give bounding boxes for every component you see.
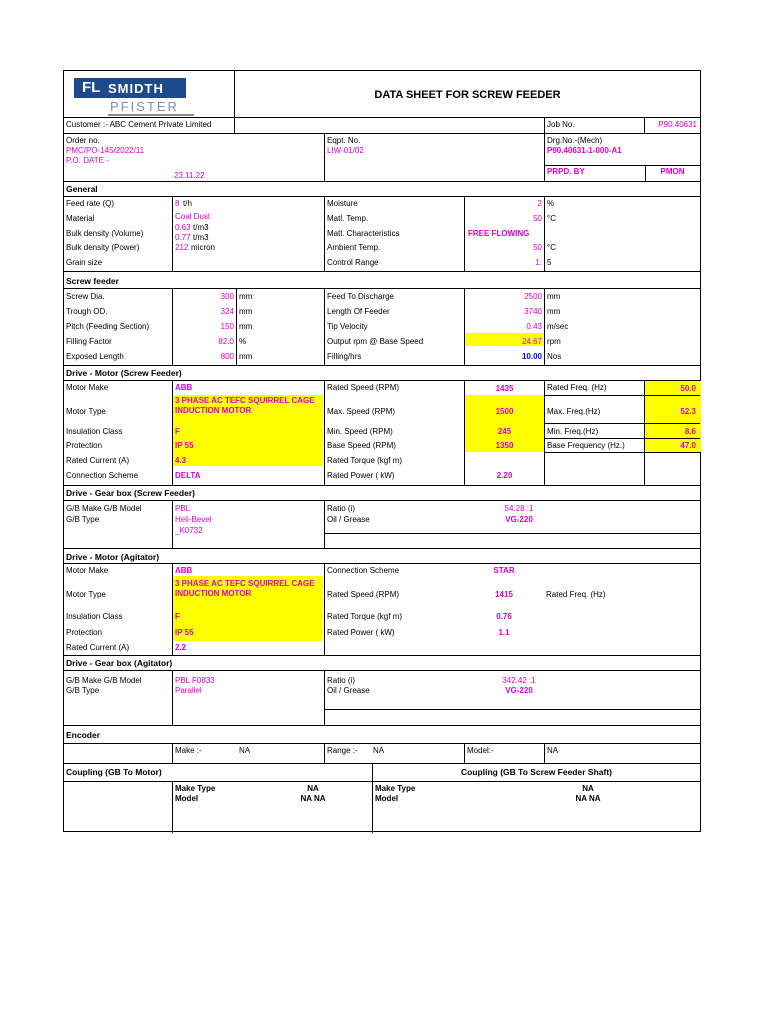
- agit-make-label: Motor Make: [66, 566, 109, 575]
- logo-bottom: PFISTER: [110, 99, 179, 114]
- agit-gb-ratio: 342.42 :1: [502, 676, 536, 685]
- trough-label: Trough OD.: [66, 307, 108, 316]
- material: Coal Dust: [175, 212, 211, 221]
- conn: DELTA: [175, 471, 201, 480]
- encoder-title: Encoder: [66, 730, 101, 740]
- discharge: 2500: [524, 292, 542, 301]
- gb-type-line2: _K0732: [175, 526, 203, 535]
- dia-unit: mm: [239, 292, 253, 301]
- encoder-make-label: Make :-: [175, 746, 202, 755]
- current-label: Rated Current (A): [66, 456, 130, 465]
- motor-agit-block: [64, 564, 700, 656]
- grain: 212: [175, 243, 189, 252]
- min-freq-label: Min. Freq.(Hz): [547, 427, 599, 436]
- matl-temp-label: Matl. Temp.: [327, 214, 369, 223]
- header-row: [64, 71, 700, 118]
- min-speed-label: Min. Speed (RPM): [327, 427, 393, 436]
- control-unit: 5: [547, 258, 552, 267]
- coupling-left-title: Coupling (GB To Motor): [66, 767, 162, 777]
- pitch-unit: mm: [239, 322, 253, 331]
- rated-freq-label: Rated Freq. (Hz): [547, 383, 607, 392]
- logo-prefix: FL: [82, 79, 101, 96]
- order-row: [64, 134, 700, 182]
- max-speed-label: Max. Speed (RPM): [327, 407, 396, 416]
- encoder-range: NA: [373, 746, 385, 755]
- coupling-right-model: NA NA: [575, 794, 601, 803]
- prot-label: Protection: [66, 441, 103, 450]
- encoder-block: [64, 744, 700, 764]
- exposed: 800: [220, 352, 234, 361]
- torque-label: Rated Torque (kgf m): [327, 456, 402, 465]
- motor-type-line2: INDUCTION MOTOR: [175, 406, 252, 415]
- general-header: [64, 182, 700, 197]
- drg-no: P90.40631-1-000-A1: [547, 146, 622, 155]
- encoder-model: NA: [547, 746, 559, 755]
- rpm: 24.67: [521, 337, 542, 346]
- agit-rated-freq-label: Rated Freq. (Hz): [546, 590, 606, 599]
- logo-underline: [108, 114, 194, 116]
- data-sheet: [63, 70, 701, 832]
- matl-char-label: Matl. Characteristics: [327, 229, 400, 238]
- encoder-model-label: Model:-: [467, 746, 494, 755]
- gb-agit-header: [64, 656, 700, 671]
- title-cell: [234, 71, 700, 117]
- moisture: 2: [537, 199, 542, 208]
- matl-temp: 50: [533, 214, 542, 223]
- po-date-label: P.O. DATE -: [66, 156, 109, 165]
- agit-torque-label: Rated Torque (kgf m): [327, 612, 402, 621]
- base-freq-label: Base Frequency (Hz.): [547, 441, 625, 450]
- customer-name: Customer :- ABC Cement Private Limited: [66, 120, 212, 129]
- min-speed: 245: [497, 427, 512, 436]
- encoder-make: NA: [239, 746, 251, 755]
- coupling-left-model: NA NA: [300, 794, 326, 803]
- gb-oil-label: Oil / Grease: [327, 515, 370, 524]
- gb-agit-block: [64, 671, 700, 726]
- eqpt-label: Eqpt. No.: [327, 136, 361, 145]
- agit-type-line1: 3 PHASE AC TEFC SQUIRREL CAGE: [175, 579, 315, 588]
- coupling-right-title: Coupling (GB To Screw Feeder Shaft): [461, 767, 612, 777]
- power-label: Rated Power ( kW): [327, 471, 395, 480]
- motor-screw-title: Drive - Motor (Screw Feeder): [66, 368, 182, 378]
- motor-make: ABB: [175, 383, 193, 392]
- gb-screw-header: [64, 486, 700, 501]
- agit-current: 2.2: [175, 643, 187, 652]
- grain-label: Grain size: [66, 258, 103, 267]
- current: 4.3: [175, 456, 187, 465]
- power: 2.20: [496, 471, 513, 480]
- feeder-len-label: Length Of Feeder: [327, 307, 390, 316]
- motor-type-line1: 3 PHASE AC TEFC SQUIRREL CAGE: [175, 396, 315, 405]
- ins-label: Insulation Class: [66, 427, 123, 436]
- gb-make: PBL: [175, 504, 191, 513]
- feeder-len-unit: mm: [547, 307, 561, 316]
- control: 1:: [535, 258, 542, 267]
- prot: IP 55: [175, 441, 194, 450]
- motor-type-label: Motor Type: [66, 407, 106, 416]
- feeder-len: 3740: [524, 307, 542, 316]
- coupling-left-model-label: Model: [175, 794, 199, 803]
- bulk-vol-label: Bulk density (Volume): [66, 229, 144, 238]
- screw-header: [64, 272, 700, 289]
- prpd-label: PRPD. BY: [547, 167, 585, 176]
- agit-gb-oil-label: Oil / Grease: [327, 686, 370, 695]
- job-no-label: Job No.: [547, 120, 575, 129]
- eqpt-no: LIW-01/02: [327, 146, 364, 155]
- coupling-left-make-label: Make Type: [175, 784, 216, 793]
- fill-hrs-label: Filling/hrs: [327, 352, 362, 361]
- trough: 324: [220, 307, 234, 316]
- tip: 0.43: [526, 322, 542, 331]
- agit-gb-make-label: G/B Make G/B Model: [66, 676, 142, 685]
- filling: 82.0: [218, 337, 234, 346]
- job-no: P90.40631: [658, 120, 697, 129]
- gb-oil: VG-220: [505, 515, 533, 524]
- discharge-unit: mm: [547, 292, 561, 301]
- motor-agit-title: Drive - Motor (Agitator): [66, 552, 160, 562]
- dia-label: Screw Dia.: [66, 292, 105, 301]
- coupling-right-make: NA: [582, 784, 594, 793]
- moisture-unit: %: [547, 199, 555, 208]
- po-date: 23.11.22: [174, 171, 205, 180]
- agit-gb-type: Parallel: [175, 686, 202, 695]
- agit-ins: F: [175, 612, 180, 621]
- bulk-vol-unit: t/m3: [193, 223, 209, 232]
- gb-screw-title: Drive - Gear box (Screw Feeder): [66, 488, 195, 498]
- agit-power: 1.1: [498, 628, 510, 637]
- agit-conn-label: Connection Scheme: [327, 566, 400, 575]
- encoder-range-label: Range :-: [327, 746, 358, 755]
- gb-make-label: G/B Make G/B Model: [66, 504, 142, 513]
- drg-label: Drg.No.-(Mech): [547, 136, 603, 145]
- order-no-label: Order no.: [66, 136, 100, 145]
- agit-conn: STAR: [493, 566, 515, 575]
- exposed-label: Exposed Length: [66, 352, 124, 361]
- agit-gb-ratio-label: Ratio (i): [327, 676, 356, 685]
- coupling-right-make-label: Make Type: [375, 784, 416, 793]
- agit-torque: 0.76: [496, 612, 512, 621]
- moisture-label: Moisture: [327, 199, 358, 208]
- max-freq-label: Max. Freq.(Hz): [547, 407, 601, 416]
- min-freq: 8.6: [684, 427, 696, 436]
- encoder-header: [64, 726, 700, 744]
- feed-rate-label: Feed rate (Q): [66, 199, 115, 208]
- agit-power-label: Rated Power ( kW): [327, 628, 395, 637]
- grain-unit: micron: [191, 243, 216, 252]
- agit-type-line2: INDUCTION MOTOR: [175, 589, 252, 598]
- agit-prot: IP 55: [175, 628, 194, 637]
- screw-title: Screw feeder: [66, 276, 119, 286]
- coupling-left-make: NA: [307, 784, 319, 793]
- general-block: [64, 197, 700, 272]
- motor-agit-header: [64, 549, 700, 564]
- coupling-block: [64, 782, 700, 833]
- coupling-header: [64, 764, 700, 782]
- pitch-label: Pitch (Feeding Section): [66, 322, 150, 331]
- logo-suffix: SMIDTH: [108, 81, 164, 96]
- agit-gb-type-label: G/B Type: [66, 686, 100, 695]
- trough-unit: mm: [239, 307, 253, 316]
- bulk-pow-unit: t/m3: [193, 233, 209, 242]
- discharge-label: Feed To Discharge: [327, 292, 394, 301]
- rated-speed-label: Rated Speed (RPM): [327, 383, 400, 392]
- gb-screw-block: [64, 501, 700, 549]
- agit-current-label: Rated Current (A): [66, 643, 130, 652]
- customer-row: [64, 118, 700, 134]
- screw-block: [64, 289, 700, 366]
- gb-type-label: G/B Type: [66, 515, 100, 524]
- agit-rated-speed: 1415: [495, 590, 513, 599]
- agit-gb-make: PBL F0833: [175, 676, 215, 685]
- gb-ratio: 54.28 :1: [504, 504, 534, 513]
- bulk-vol: 0.63: [175, 223, 191, 232]
- conn-label: Connection Scheme: [66, 471, 139, 480]
- agit-gb-oil: VG-220: [505, 686, 533, 695]
- ambient-label: Ambient Temp.: [327, 243, 381, 252]
- agit-rated-speed-label: Rated Speed (RPM): [327, 590, 400, 599]
- matl-temp-unit: °C: [547, 214, 556, 223]
- prpd-value: PMON: [660, 167, 685, 176]
- max-freq: 52.3: [680, 407, 696, 416]
- gb-ratio-label: Ratio (i): [327, 504, 356, 513]
- coupling-right-model-label: Model: [375, 794, 399, 803]
- agit-prot-label: Protection: [66, 628, 103, 637]
- page-title: DATA SHEET FOR SCREW FEEDER: [374, 89, 561, 101]
- fill-hrs: 10.00: [521, 352, 542, 361]
- rated-freq: 50.0: [680, 384, 696, 393]
- general-title: General: [66, 184, 98, 194]
- pitch: 150: [220, 322, 234, 331]
- motor-make-label: Motor Make: [66, 383, 109, 392]
- exposed-unit: mm: [239, 352, 253, 361]
- feed-rate: 8: [175, 199, 180, 208]
- motor-screw-header: [64, 366, 700, 381]
- base-speed: 1350: [495, 441, 514, 450]
- base-speed-label: Base Speed (RPM): [327, 441, 396, 450]
- tip-unit: m/sec: [547, 322, 569, 331]
- control-label: Control Range: [327, 258, 379, 267]
- agit-type-label: Motor Type: [66, 590, 106, 599]
- ambient: 50: [533, 243, 542, 252]
- ambient-unit: °C: [547, 243, 556, 252]
- rated-speed: 1435: [495, 384, 514, 393]
- filling-unit: %: [239, 337, 247, 346]
- gb-agit-title: Drive - Gear box (Agitator): [66, 658, 173, 668]
- material-label: Material: [66, 214, 95, 223]
- base-freq: 47.0: [680, 441, 696, 450]
- order-no: PMC/PO-145/2022/11: [66, 146, 145, 155]
- agit-make: ABB: [175, 566, 193, 575]
- company-logo: [64, 71, 234, 117]
- fill-hrs-unit: Nos: [547, 352, 562, 361]
- bulk-pow-label: Bulk density (Power): [66, 243, 140, 252]
- feed-rate-unit: t/h: [183, 199, 192, 208]
- gb-type-line1: Heli-Bevel: [175, 515, 212, 524]
- bulk-pow: 0.77: [175, 233, 191, 242]
- max-speed: 1500: [495, 407, 514, 416]
- tip-label: Tip Velocity: [327, 322, 368, 331]
- matl-char: FREE FLOWING: [468, 229, 530, 238]
- filling-label: Filling Factor: [66, 337, 112, 346]
- motor-screw-block: [64, 381, 700, 486]
- ins: F: [175, 427, 180, 436]
- rpm-unit: rpm: [547, 337, 561, 346]
- dia: 300: [220, 292, 234, 301]
- agit-ins-label: Insulation Class: [66, 612, 123, 621]
- rpm-label: Output rpm @ Base Speed: [327, 337, 424, 346]
